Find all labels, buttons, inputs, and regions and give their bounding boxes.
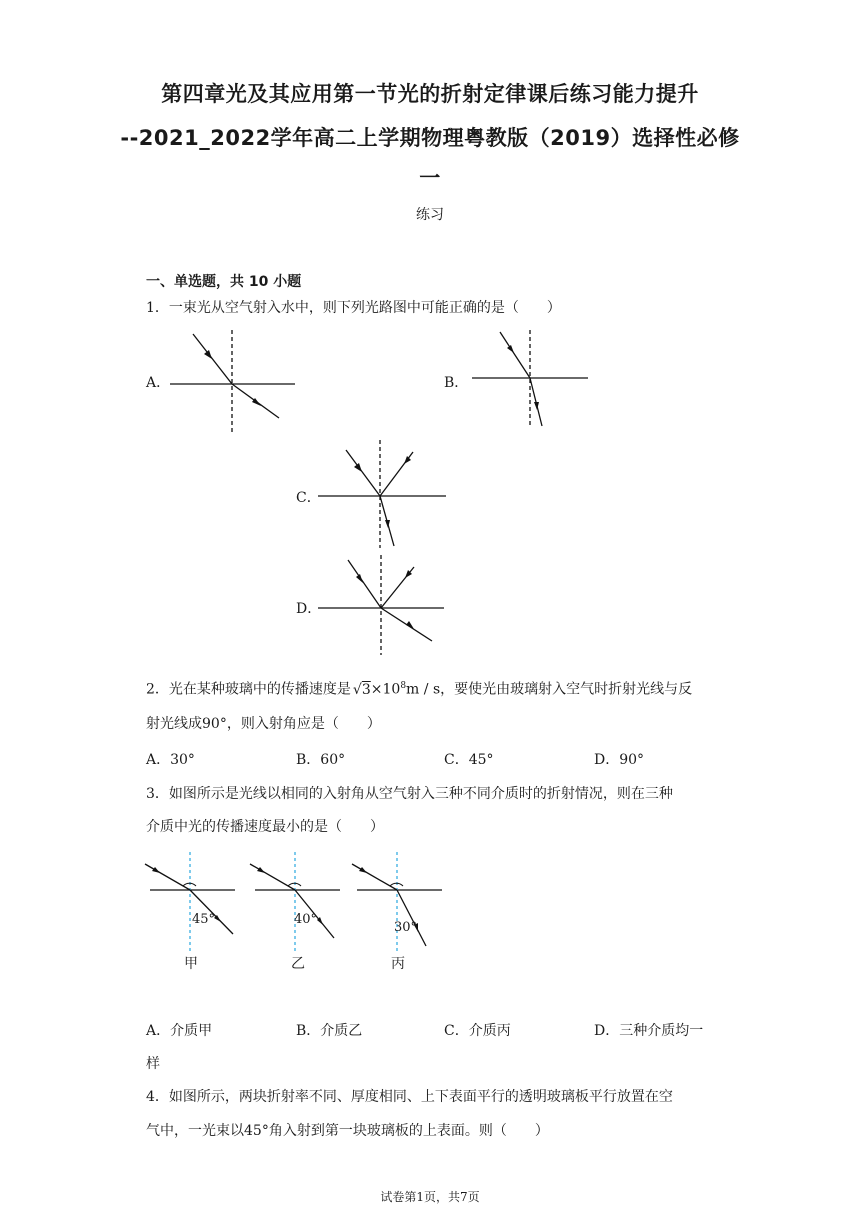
page-footer: 试卷第1页，共7页 xyxy=(380,1190,480,1204)
q1-option-d-label[interactable]: D． xyxy=(296,601,322,617)
q1-option-b-label[interactable]: B． xyxy=(444,375,469,391)
subtitle: 练习 xyxy=(416,207,444,223)
q1-diagram-d xyxy=(318,555,448,655)
q2-option-c[interactable]: C．45° xyxy=(444,752,494,768)
q3-option-a[interactable]: A．介质甲 xyxy=(146,1023,213,1039)
q2-exponent: 8 xyxy=(400,681,407,691)
sqrt-radicand: 3 xyxy=(361,681,371,698)
q1-diagram-c xyxy=(318,440,448,548)
q1-diagram-a xyxy=(165,330,305,438)
question-1-text: 1．一束光从空气射入水中，则下列光路图中可能正确的是（ ） xyxy=(146,300,561,316)
q3-angle-yi: 40° xyxy=(294,912,318,927)
question-4-line-2: 气中，一光束以45°角入射到第一块玻璃板的上表面。则（ ） xyxy=(146,1123,549,1139)
question-2-line-2: 射光线成90°，则入射角应是（ ） xyxy=(146,716,381,732)
q3-diagram-jia xyxy=(145,852,241,954)
q2-text-after: ，要使光由玻璃射入空气时折射光线与反 xyxy=(440,681,693,698)
question-2-line-1 xyxy=(146,676,692,700)
q1-option-c-label[interactable]: C． xyxy=(296,490,321,506)
q1-diagram-b xyxy=(470,330,590,430)
q3-option-d[interactable]: D．三种介质均一 xyxy=(594,1023,704,1039)
title-line-2: --2021_2022学年高二上学期物理粤教版（2019）选择性必修 xyxy=(120,126,740,150)
q2-text-before: 2．光在某种玻璃中的传播速度是 xyxy=(146,681,351,698)
q2-unit: m / s xyxy=(406,681,441,698)
title-line-3: 一 xyxy=(419,166,441,190)
question-3-line-1: 3．如图所示是光线以相同的入射角从空气射入三种不同介质时的折射情况，则在三种 xyxy=(146,786,673,802)
q3-caption-jia: 甲 xyxy=(184,956,198,972)
title-line-1: 第四章光及其应用第一节光的折射定律课后练习能力提升 xyxy=(161,82,699,106)
q3-option-b[interactable]: B．介质乙 xyxy=(296,1023,363,1039)
q3-angle-bing: 30° xyxy=(394,920,418,935)
q2-option-a[interactable]: A．30° xyxy=(146,752,195,768)
q1-option-a-label[interactable]: A． xyxy=(146,375,171,391)
question-3-line-2: 介质中光的传播速度最小的是（ ） xyxy=(146,819,384,835)
q3-diagram-bing xyxy=(352,852,448,954)
question-4-line-1: 4．如图所示，两块折射率不同、厚度相同、上下表面平行的透明玻璃板平行放置在空 xyxy=(146,1089,673,1105)
q2-option-b[interactable]: B．60° xyxy=(296,752,346,768)
sqrt-sign: √3 xyxy=(352,681,371,698)
q2-times: ×10 xyxy=(370,681,401,698)
q3-diagram-yi xyxy=(250,852,346,954)
q3-caption-yi: 乙 xyxy=(291,956,305,972)
q3-option-d-wrap: 样 xyxy=(146,1056,160,1072)
section-heading: 一、单选题，共 10 小题 xyxy=(146,274,302,290)
q3-option-c[interactable]: C．介质丙 xyxy=(444,1023,511,1039)
q2-option-d[interactable]: D．90° xyxy=(594,752,645,768)
q3-caption-bing: 丙 xyxy=(391,956,405,972)
q3-angle-jia: 45° xyxy=(192,912,216,927)
